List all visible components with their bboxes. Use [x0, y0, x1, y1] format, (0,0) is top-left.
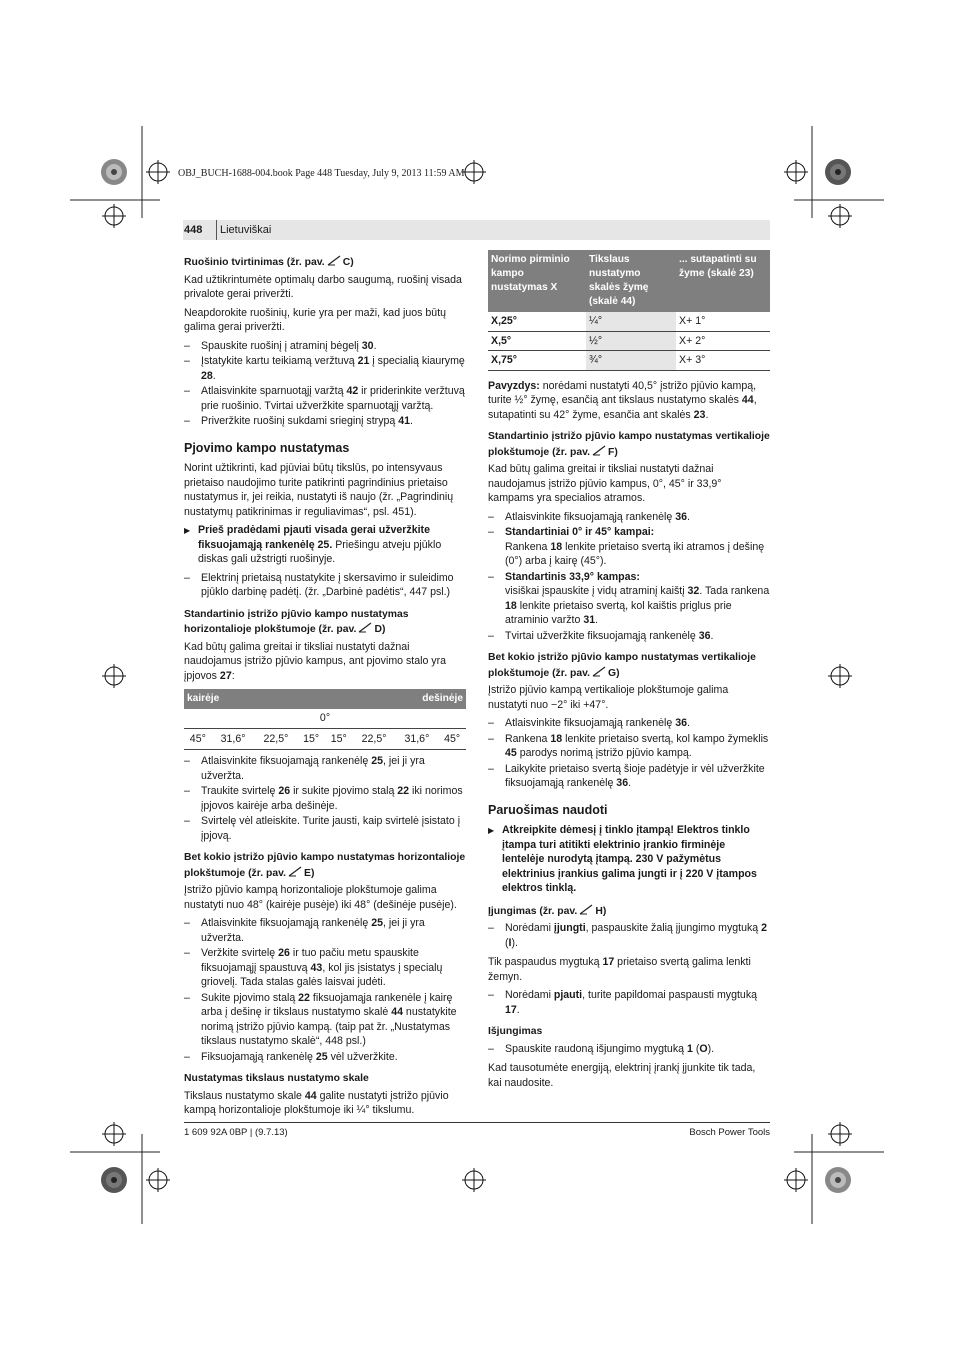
- left-column: [184, 247, 466, 1122]
- list-item: – Atlaisvinkite fiksuojamąją rankenėlę 25, jei ji yra užveržta.: [184, 916, 466, 945]
- section-standard-bevel-vertical: Standartinio įstrižo pjūvio kampo nustatymas vertikalioje plokštumoje (žr. pav. F): [488, 431, 770, 458]
- table-header-left: kairėje: [184, 689, 325, 709]
- list-item: – Sukite pjovimo stalą 22 fiksuojamąja rankenėle į kairę arba į dešinę ir tikslaus nustatymo skalė 44 nustatykite norimą įstrižo pjūvio kampą. (taip pat žr. „Nustatymas tikslaus nustatymo skalė“, 448 psl.): [184, 991, 466, 1049]
- list-item: – Tvirtai užveržkite fiksuojamąją rankenėlę 36.: [488, 629, 770, 644]
- table-cell: 22,5°: [254, 728, 297, 750]
- paragraph: Įstrižo pjūvio kampą vertikalioje plokštumoje galima nustatyti nuo −2° iki +47°.: [488, 684, 729, 711]
- table-cell: 15°: [325, 728, 353, 750]
- section-switching-off: Išjungimas: [488, 1026, 543, 1037]
- page-language: Lietuviškai: [216, 220, 271, 240]
- list-item: – Priveržkite ruošinį sukdami srieginį strypą 41.: [184, 414, 466, 429]
- section-any-miter-horizontal: Bet kokio įstrižo pjūvio kampo nustatymas horizontalioje plokštumoje (žr. pav. E): [184, 852, 466, 879]
- list-item: – Norėdami pjauti, turite papildomai paspausti mygtuką 17.: [488, 988, 770, 1017]
- heading-preparation: Paruošimas naudoti: [488, 802, 608, 817]
- table-header: Tikslaus nustatymo skalės žymę (skalė 44): [586, 250, 676, 312]
- figure-reference-icon: [592, 666, 606, 677]
- figure-reference-icon: [592, 445, 606, 456]
- paragraph: Norint užtikrinti, kad pjūviai būtų tikslūs, po intensyvaus prietaiso naudojimo turite patikrinti pagrindinius prietaiso nustatymus ir, jei reikia, nustatyti iš naujo (žr. „Pagrindinių nustatymų patikrinimas ir reguliavimas“, psl. 451).: [184, 462, 454, 518]
- list-item: – Atlaisvinkite fiksuojamąją rankenėlę 36.: [488, 716, 770, 731]
- table-cell: 15°: [297, 728, 325, 750]
- table-header: Norimo pirminio kampo nustatymas X: [488, 250, 586, 312]
- right-column: [488, 250, 770, 1094]
- warning-item: ▶ Prieš pradėdami pjauti visada gerai užveržkite fiksuojamąją rankenėlę 25. Priešingu atveju pjūklo diskas gali užstrigti ruošinyje.: [184, 523, 466, 567]
- paragraph: Tikslaus nustatymo skale 44 galite nustatyti įstrižo pjūvio kampą horizontalioje plokštumoje iki ¼° tikslumu.: [184, 1089, 449, 1116]
- page-header: [183, 220, 770, 240]
- paragraph: Neapdorokite ruošinių, kurie yra per maži, kad juos būtų galima gerai priveržti.: [184, 306, 447, 333]
- paragraph: Kad tausotumėte energiją, elektrinį įrankį įjunkite tik tada, kai naudosite.: [488, 1062, 756, 1089]
- figure-reference-icon: [288, 866, 302, 877]
- list-item: – Atlaisvinkite fiksuojamąją rankenėlę 36.: [488, 510, 770, 525]
- list-item: – Įstatykite kartu teikiamą veržtuvą 21 į specialią kiaurymę 28.: [184, 354, 466, 383]
- list-item: – Veržkite svirtelę 26 ir tuo pačiu metu spauskite fiksuojamąjį spaustuvą 43, kol jis įsistatys į specialų griovelį. Tada stalas galės laisvai judėti.: [184, 946, 466, 990]
- list-item: – Spauskite ruošinį į atraminį bėgelį 30.: [184, 339, 466, 354]
- warning-item: ▶ Atkreipkite dėmesį į tinklo įtampą! Elektros tinklo įtampa turi atitikti elektrinio įrankio firminėje lentelėje nurodytą įtampą. 230 V pažymėtus elektrinius įrankius galima jungti ir į 220 V įtampos elektros tinklą.: [488, 823, 770, 896]
- table-cell: 31,6°: [395, 728, 438, 750]
- table-row: X,25° ¼° X+ 1°: [488, 312, 770, 331]
- example-paragraph: Pavyzdys: norėdami nustatyti 40,5° įstrižo pjūvio kampą, turite ½° žymę, esančią ant tikslaus nustatymo skalės 44, sutapatinti su 42° žyme, esančia ant skalės 23.: [488, 379, 757, 421]
- miter-notch-table: [184, 689, 466, 750]
- list-item: – Rankena 18 lenkite prietaiso svertą, kol kampo žymeklis 45 parodys norimą įstrižo pjūvio kampą.: [488, 732, 770, 761]
- section-standard-miter-horizontal: Standartinio įstrižo pjūvio kampo nustatymas horizontalioje plokštumoje (žr. pav. D): [184, 608, 409, 635]
- section-any-bevel-vertical: Bet kokio įstrižo pjūvio kampo nustatymas vertikalioje plokštumoje (žr. pav. G): [488, 652, 756, 679]
- figure-reference-icon: [579, 904, 593, 915]
- table-cell: 45°: [438, 728, 466, 750]
- paragraph: Įstrižo pjūvio kampą horizontalioje plokštumoje galima nustatyti nuo 48° (kairėje pusėje) iki 48° (dešinėje pusėje).: [184, 884, 457, 911]
- page-number: 448: [183, 220, 202, 240]
- paragraph: Tik paspaudus mygtuką 17 prietaiso svertą galima lenkti žemyn.: [488, 956, 751, 983]
- footer-brand: Bosch Power Tools: [689, 1127, 770, 1138]
- section-fine-scale: Nustatymas tikslaus nustatymo skale: [184, 1073, 369, 1084]
- table-cell-zero: 0°: [184, 709, 466, 728]
- table-cell: 22,5°: [353, 728, 396, 750]
- list-item: – Norėdami įjungti, paspauskite žalią įjungimo mygtuką 2 (I).: [488, 921, 770, 950]
- section-workpiece-clamping: Ruošinio tvirtinimas (žr. pav. C): [184, 257, 354, 268]
- list-item: – Atlaisvinkite fiksuojamąją rankenėlę 25, jei ji yra užveržta.: [184, 754, 466, 783]
- table-row: X,75° ¾° X+ 3°: [488, 351, 770, 371]
- list-item: – Standartiniai 0° ir 45° kampai: Rankena 18 lenkite prietaiso svertą iki atramos į dešinę (0°) arba į kairę (45°).: [488, 525, 770, 569]
- footer-divider: [184, 1122, 770, 1123]
- paragraph: Kad būtų galima greitai ir tiksliai nustatyti dažnai naudojamus įstrižo pjūvio kampus, 0°, 45° ir 33,9° kampams yra specialios atramos.: [488, 463, 722, 504]
- list-item: – Traukite svirtelę 26 ir sukite pjovimo stalą 22 iki norimos įpjovos kairėje arba dešinėje.: [184, 784, 466, 813]
- table-cell: 31,6°: [212, 728, 255, 750]
- paragraph: Kad užtikrintumėte optimalų darbo saugumą, ruošinį visada privalote gerai priveržti.: [184, 273, 462, 300]
- list-item: – Elektrinį prietaisą nustatykite į skersavimo ir suleidimo pjūklo darbinę padėtį. (žr. „Darbinė padėtis“, 447 psl.): [184, 571, 466, 600]
- heading-cutting-angle: Pjovimo kampo nustatymas: [184, 440, 350, 455]
- fine-scale-table: [488, 250, 770, 371]
- list-item: – Atlaisvinkite sparnuotąjį varžtą 42 ir priderinkite veržtuvą prie ruošinio. Tvirtai užveržkite sparnuotąjį varžtą.: [184, 384, 466, 413]
- print-slug: OBJ_BUCH-1688-004.book Page 448 Tuesday, July 9, 2013 11:59 AM: [178, 168, 465, 179]
- list-item: – Svirtelę vėl atleiskite. Turite jausti, kaip svirtelė įsistato į įpjovą.: [184, 814, 466, 843]
- table-header-right: dešinėje: [325, 689, 466, 709]
- list-item: – Spauskite raudoną išjungimo mygtuką 1 (O).: [488, 1042, 770, 1057]
- list-item: – Fiksuojamąją rankenėlę 25 vėl užveržkite.: [184, 1050, 466, 1065]
- figure-reference-icon: [327, 255, 341, 266]
- footer-doc-number: 1 609 92A 0BP | (9.7.13): [184, 1127, 288, 1138]
- figure-reference-icon: [358, 622, 372, 633]
- table-row: X,5° ½° X+ 2°: [488, 331, 770, 351]
- paragraph: Kad būtų galima greitai ir tiksliai nustatyti dažnai naudojamus įstrižo pjūvio kampus, ant pjovimo stalo yra įpjovos 27:: [184, 640, 447, 682]
- list-item: – Laikykite prietaiso svertą šioje padėtyje ir vėl užveržkite fiksuojamąją rankenėlę 36.: [488, 762, 770, 791]
- table-cell: 45°: [184, 728, 212, 750]
- list-item: – Standartinis 33,9° kampas: visiškai įspauskite į vidų atraminį kaištį 32. Tada rankena 18 lenkite prietaiso svertą, kol kaištis priglus prie atraminio varžto 31.: [488, 570, 770, 628]
- section-switching-on: Įjungimas (žr. pav. H): [488, 905, 607, 917]
- table-header: ... sutapatinti su žyme (skalė 23): [676, 250, 770, 312]
